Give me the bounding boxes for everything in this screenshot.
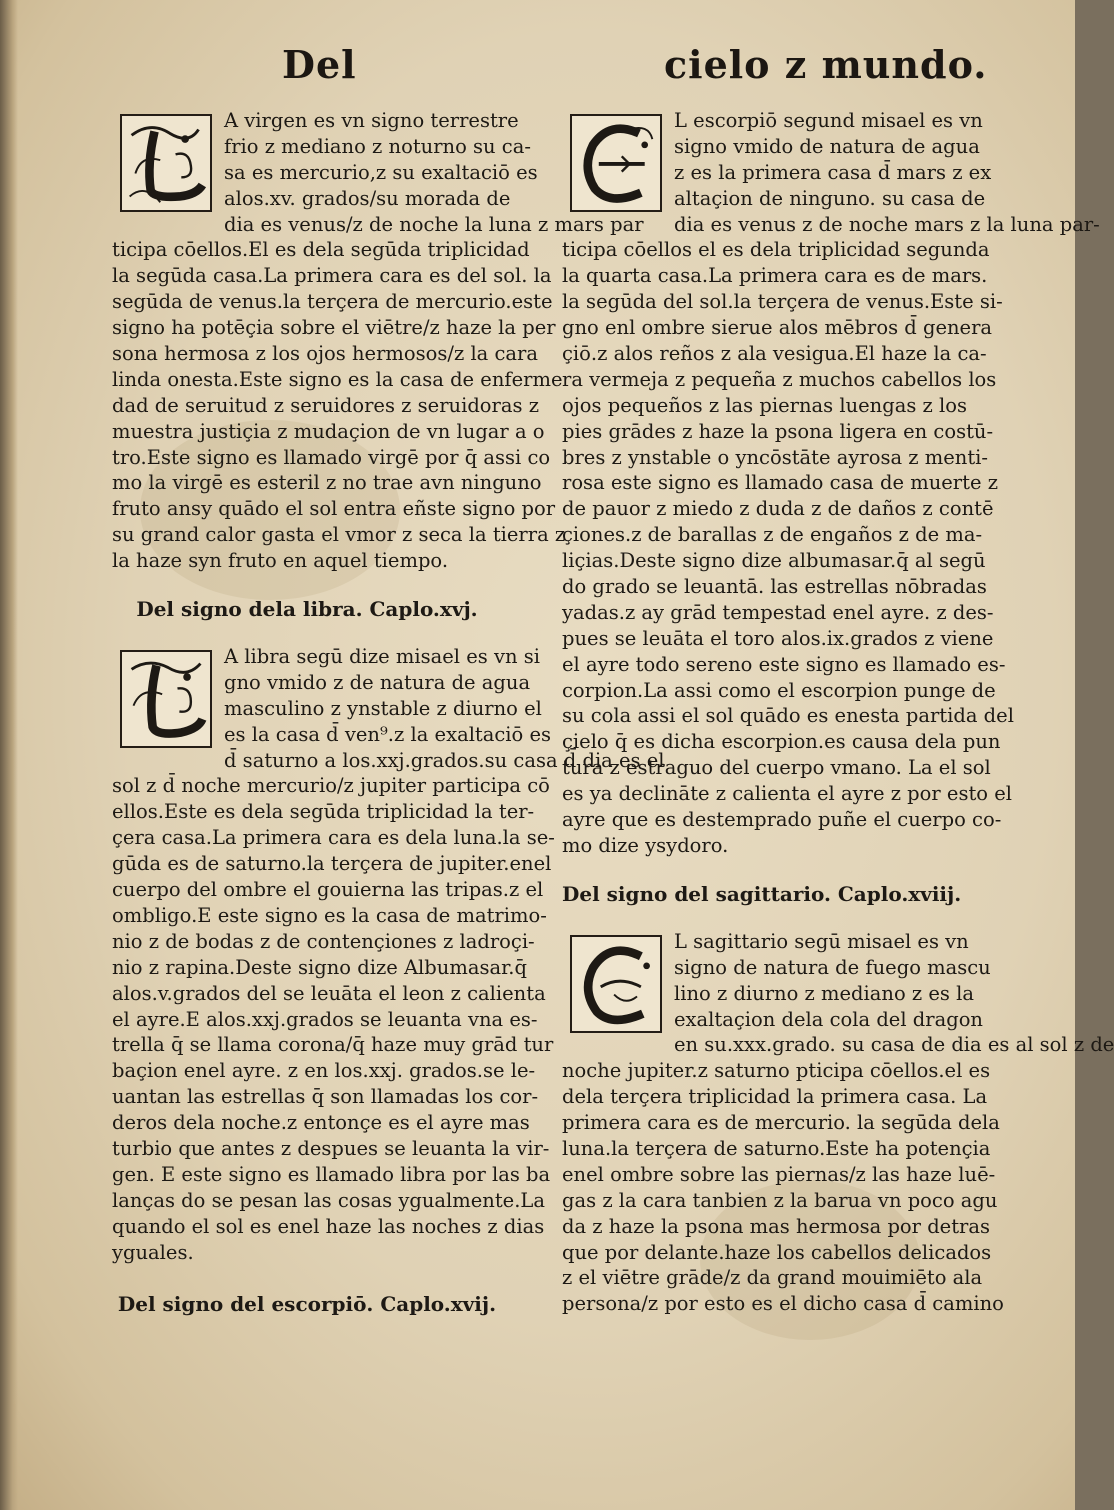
text-line: mo la virgē es esteril z no trae avn ninguno	[112, 471, 542, 495]
text-line: su cola assi el sol quādo es enesta partida del	[562, 704, 1014, 728]
chapter-heading-sagittario: Del signo del sagittario. Caplo.xviij.	[562, 881, 962, 906]
text-line: exaltaçion dela cola del dragon	[674, 1007, 983, 1031]
text-line: uantan las estrellas q̄ son llamadas los cor-	[112, 1085, 539, 1109]
text-line: frio z mediano z noturno su ca-	[224, 134, 531, 158]
text-line: primera cara es de mercurio. la segūda dela	[562, 1111, 1000, 1135]
text-line: deros dela noche.z entonçe es el ayre mas	[112, 1111, 530, 1135]
left-block-1	[112, 108, 644, 574]
text-line: ojos pequeños z las piernas luengas z los	[562, 393, 968, 417]
text-line: gno enl ombre sierue alos mēbros d̄ genera	[562, 316, 993, 340]
text-line: altaçion de ninguno. su casa de	[674, 186, 986, 210]
running-head-left: Del	[282, 42, 357, 87]
text-line: de pauor z miedo z duda z de daños z contē	[562, 497, 994, 521]
text-line: sona hermosa z los ojos hermosos/z la cara	[112, 342, 539, 366]
ornate-initial-l-icon	[120, 114, 212, 212]
text-line: la quarta casa.La primera cara es de mars.	[562, 264, 988, 288]
text-line: ticipa cōellos.El es dela segūda triplicidad	[112, 238, 530, 262]
text-line: luna.la terçera de saturno.Este ha potençia	[562, 1136, 991, 1160]
text-line: corpion.La assi como el escorpion punge de	[562, 678, 996, 702]
text-line: tro.Este signo es llamado virgē por q̄ assi co	[112, 445, 551, 469]
text-line: dia es venus/z de noche la luna z mars par	[224, 212, 644, 236]
text-line: la segūda casa.La primera cara es del sol. la	[112, 264, 552, 288]
text-line: el ayre.E alos.xxj.grados se leuanta vna es-	[112, 1007, 538, 1031]
text-line: dia es venus z de noche mars z la luna par-	[674, 212, 1100, 236]
text-line: nio z de bodas z de contençiones z ladroçi-	[112, 929, 535, 953]
text-line: z es la primera casa d̄ mars z ex	[674, 160, 992, 184]
text-line: sa es mercurio,z su exaltaciō es	[224, 160, 538, 184]
ornate-initial-e-icon	[570, 114, 662, 212]
text-line: en su.xxx.grado. su casa de dia es al sol z de	[674, 1033, 1114, 1057]
text-line: muestra justiçia z mudaçion de vn lugar a o	[112, 419, 545, 443]
text-line: gas z la cara tanbien z la barua vn poco agu	[562, 1188, 998, 1212]
text-line: la segūda del sol.la terçera de venus.Este si-	[562, 290, 1003, 314]
text-line: signo ha potēçia sobre el viētre/z haze la per	[112, 316, 556, 340]
text-line: que por delante.haze los cabellos delicados	[562, 1240, 992, 1264]
text-line: L escorpiō segund misael es vn	[674, 109, 983, 132]
text-line: cuerpo del ombre el gouierna las tripas.z el	[112, 878, 544, 902]
text-line: el ayre todo sereno este signo es llamado es-	[562, 652, 1006, 676]
text-line: noche jupiter.z saturno pticipa cōellos.el es	[562, 1059, 991, 1083]
text-line: alos.xv. grados/su morada de	[224, 186, 511, 210]
text-line: turbio que antes z despues se leuanta la vir-	[112, 1136, 550, 1160]
text-line: signo vmido de natura de agua	[674, 134, 980, 158]
text-line: linda onesta.Este signo es la casa de enferme	[112, 367, 563, 391]
text-line: signo de natura de fuego mascu	[674, 955, 991, 979]
text-line: da z haze la psona mas hermosa por detras	[562, 1214, 991, 1238]
text-line: çera casa.La primera cara es dela luna.la se-	[112, 826, 555, 850]
text-line: ellos.Este es dela segūda triplicidad la ter-	[112, 800, 535, 824]
text-line: liçias.Deste signo dize albumasar.q̄ al segū	[562, 549, 986, 573]
text-line: çielo q̄ es dicha escorpion.es causa dela pun	[562, 730, 1001, 754]
text-line: mo dize ysydoro.	[562, 833, 729, 857]
text-line: gūda es de saturno.la terçera de jupiter.enel	[112, 852, 552, 876]
text-line: ombligo.E este signo es la casa de matrimo-	[112, 903, 547, 927]
text-line: baçion enel ayre. z en los.xxj. grados.se le-	[112, 1059, 536, 1083]
text-line: ticipa cōellos el es dela triplicidad segunda	[562, 238, 990, 262]
text-line: es la casa d̄ ven⁹.z la exaltaciō es	[224, 722, 552, 746]
text-line: tura z estraguo del cuerpo vmano. La el sol	[562, 756, 991, 780]
text-line: segūda de venus.la terçera de mercurio.este	[112, 290, 553, 314]
text-line: lino z diurno z mediano z es la	[674, 981, 974, 1005]
text-line: trella q̄ se llama corona/q̄ haze muy grād tur	[112, 1033, 554, 1057]
text-line: bres z ynstable o yncōstāte ayrosa z menti-	[562, 445, 989, 469]
text-line: A virgen es vn signo terrestre	[224, 109, 519, 132]
text-line: d̄ saturno a los.xxj.grados.su casa d̄ dia es el	[224, 748, 665, 772]
text-line: sol z d̄ noche mercurio/z jupiter participa cō	[112, 774, 550, 798]
text-line: la haze syn fruto en aquel tiempo.	[112, 549, 449, 573]
text-line: do grado se leuantā. las estrellas nōbradas	[562, 575, 987, 599]
text-line: es ya declināte z calienta el ayre z por esto el	[562, 782, 1013, 806]
text-line: z el viētre grāde/z da grand mouimiēto ala	[562, 1266, 983, 1290]
text-line: enel ombre sobre las piernas/z las haze luē-	[562, 1162, 996, 1186]
text-line: persona/z por esto es el dicho casa d̄ camino	[562, 1292, 1004, 1316]
text-line: dad de seruitud z seruidores z seruidoras z	[112, 393, 539, 417]
text-line: gno vmido z de natura de agua	[224, 670, 531, 694]
chapter-heading-escorpion: Del signo del escorpiō. Caplo.xvij.	[117, 1292, 497, 1317]
text-line: A libra segū dize misael es vn si	[224, 645, 540, 669]
text-line: fruto ansy quādo el sol entra eñste signo por	[112, 497, 556, 521]
right-block-1-lines	[562, 108, 1100, 859]
text-line: ra vermeja z pequeña z muchos cabellos los	[562, 367, 997, 391]
text-line: rosa este signo es llamado casa de muerte z	[562, 471, 998, 495]
ornate-initial-e-icon	[570, 935, 662, 1033]
text-line: çiō.z alos reños z ala vesigua.El haze la ca-	[562, 342, 987, 366]
text-line: yadas.z ay grād tempestad enel ayre. z des-	[562, 600, 994, 624]
text-line: gen. E este signo es llamado libra por las ba	[112, 1162, 551, 1186]
text-line: pies grādes z haze la psona ligera en costū-	[562, 419, 994, 443]
chapter-heading-libra: Del signo dela libra. Caplo.xvj.	[136, 597, 478, 622]
text-line: yguales.	[112, 1240, 194, 1264]
text-line: su grand calor gasta el vmor z seca la tierra z	[112, 523, 566, 547]
right-column	[562, 108, 1114, 1317]
text-line: masculino z ynstable z diurno el	[224, 696, 542, 720]
right-block-2	[562, 929, 1114, 1317]
text-line: L sagittario segū misael es vn	[674, 929, 969, 953]
text-line: ayre que es destemprado puñe el cuerpo co-	[562, 808, 1002, 832]
running-head-right: cielo z mundo.	[664, 42, 988, 87]
text-line: nio z rapina.Deste signo dize Albumasar.q̄	[112, 955, 527, 979]
text-line: dela terçera triplicidad la primera casa. La	[562, 1085, 988, 1109]
text-line: çiones.z de barallas z de engaños z de ma-	[562, 523, 983, 547]
text-line: pues se leuāta el toro alos.ix.grados z viene	[562, 626, 994, 650]
text-line: quando el sol es enel haze las noches z dias	[112, 1214, 545, 1238]
ornate-initial-l-icon	[120, 650, 212, 748]
right-block-1	[562, 108, 1100, 859]
page-gutter	[0, 0, 18, 1510]
text-line: lanças do se pesan las cosas ygualmente.La	[112, 1188, 545, 1212]
text-line: alos.v.grados del se leuāta el leon z calienta	[112, 981, 546, 1005]
